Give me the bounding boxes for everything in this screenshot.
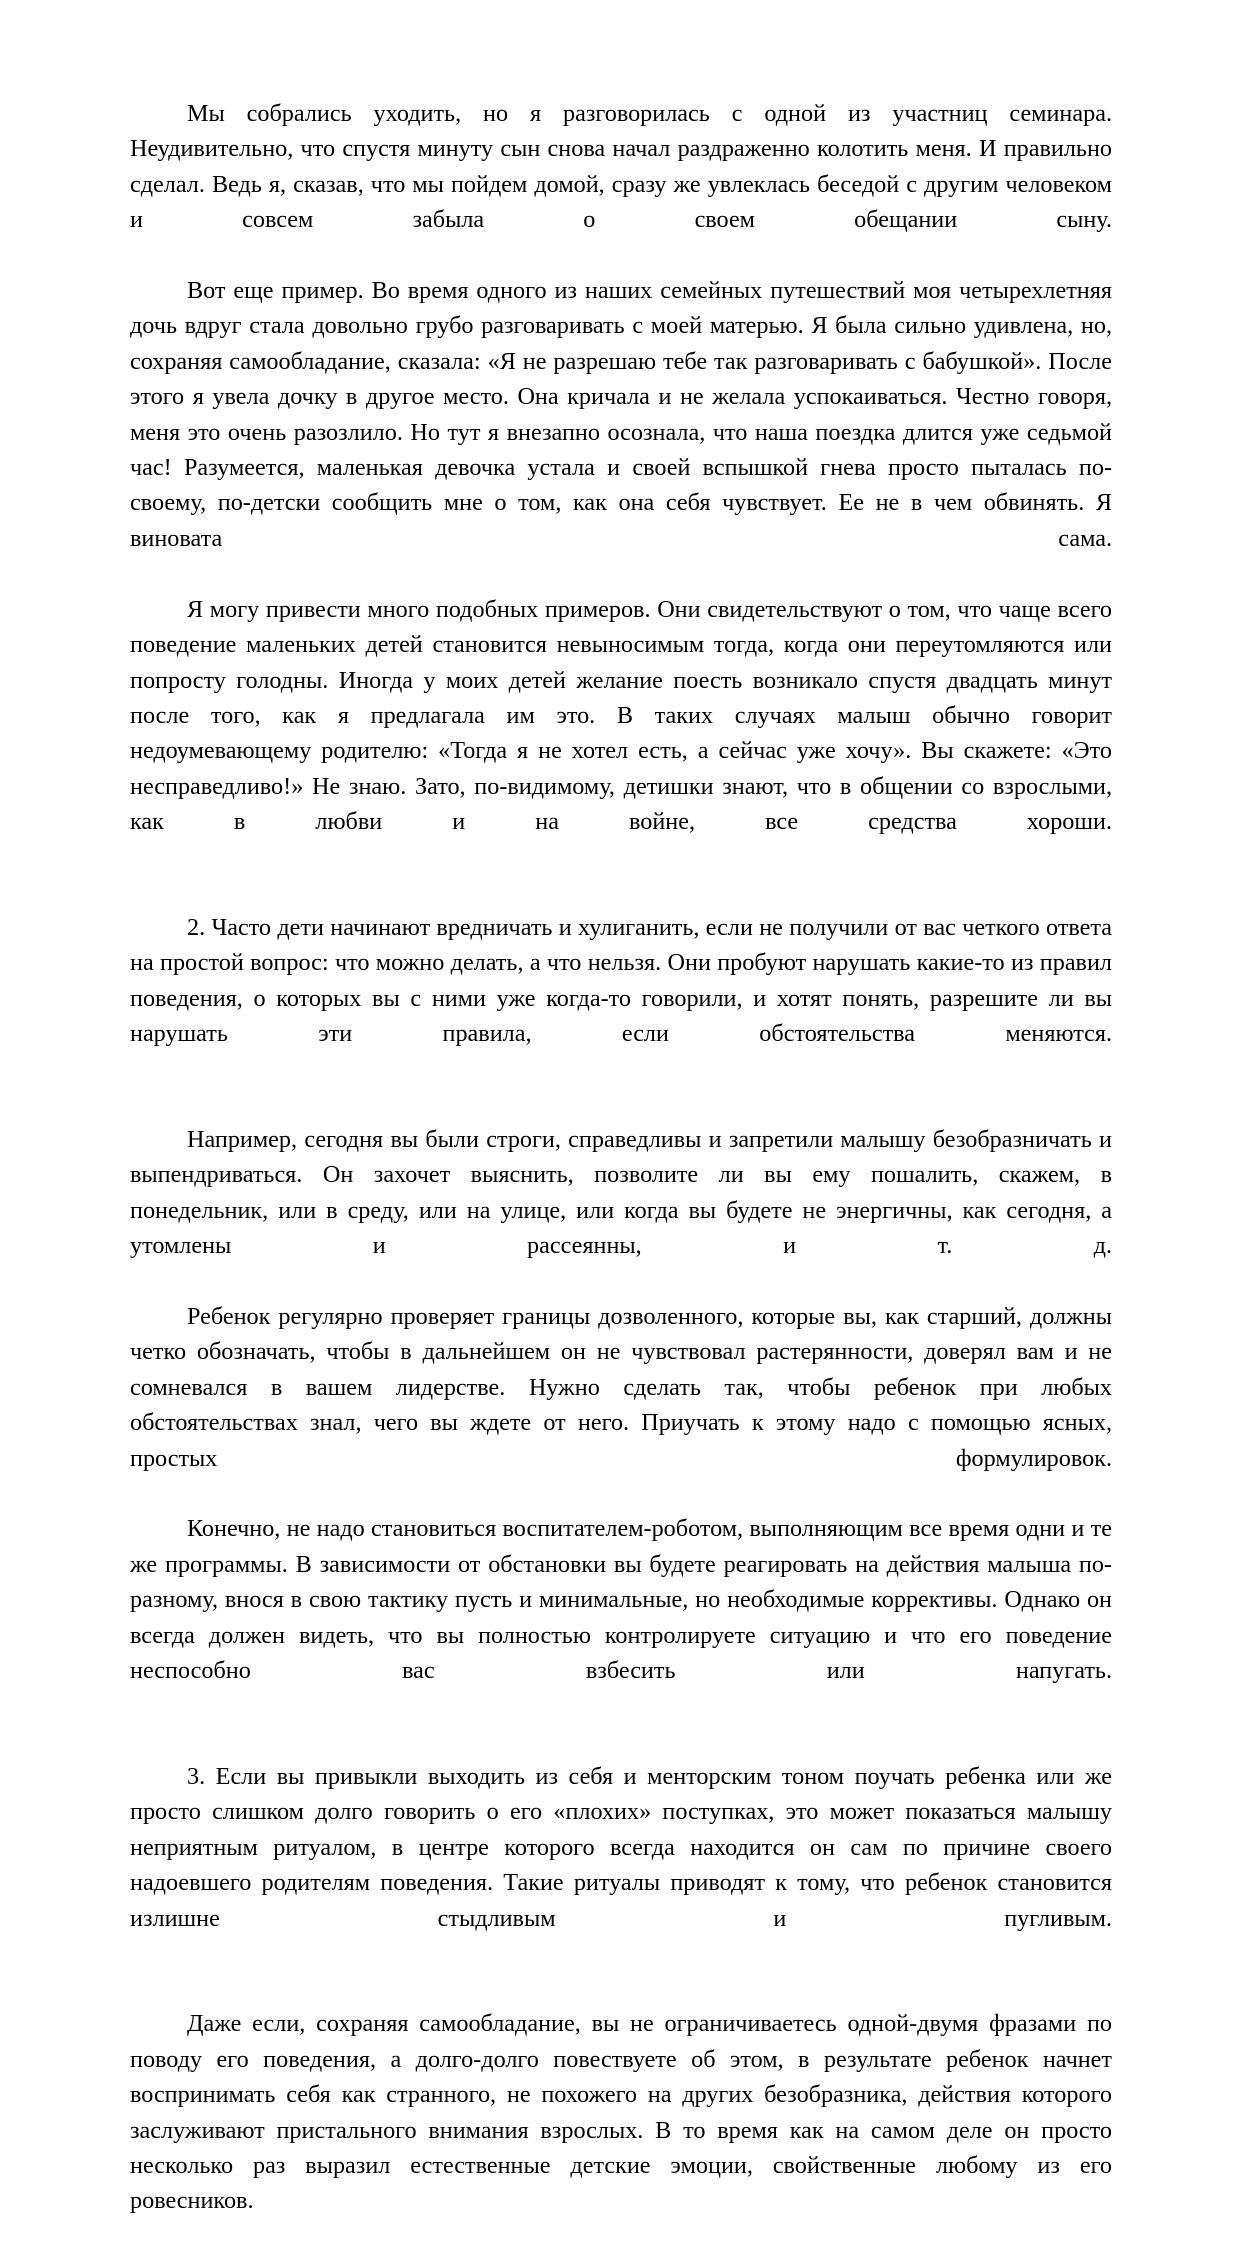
paragraph: Я могу привести много подобных примеров. Они свидетельствуют о том, что чаще всего поведение маленьких детей становится невыносимым тогда, когда они переутомляются или попросту голодны. Иногда у моих детей желание поесть возникало спустя двадцать минут после того, как я предлагала им это. В таких случаях малыш обычно говорит недоумевающему родителю: «Тогда я не хотел есть, а сейчас уже хочу». Вы скажете: «Это несправедливо!» Не знаю. Зато, по-видимому, детишки знают, что в общении со взрослыми, как в любви и на войне, все средства хороши. [130, 595, 1112, 836]
paragraph: Мы собрались уходить, но я разговорилась с одной из участниц семинара. Неудивительно, что спустя минуту сын снова начал раздраженно колотить меня. И правильно сделал. Ведь я, сказав, что мы пойдем домой, сразу же увлеклась беседой с другим человеком и совсем забыла о своем обещании сыну. [130, 100, 1112, 234]
numbered-paragraph-3: 3. Если вы привыкли выходить из себя и менторским тоном поучать ребенка или же просто слишком долго говорить о его «плохих» поступках, это может показаться малышу неприятным ритуалом, в центре которого всегда находится он сам по причине своего надоевшего родителям поведения. Такие ритуалы приводят к тому, что ребенок становится излишне стыдливым и пугливым. [130, 1762, 1112, 1932]
numbered-paragraph-2: 2. Часто дети начинают вредничать и хулиганить, если не получили от вас четкого ответа на простой вопрос: что можно делать, а что нельзя. Они пробуют нарушать какие-то из правил поведения, о которых вы с ними уже когда-то говорили, и хотят понять, разрешите ли вы нарушать эти правила, если обстоятельства меняются. [130, 913, 1112, 1048]
paragraph: Вот еще пример. Во время одного из наших семейных путешествий моя четырехлетняя дочь вдруг стала довольно грубо разговаривать с моей матерью. Я была сильно удивлена, но, сохраняя самообладание, сказала: «Я не разрешаю тебе так разговаривать с бабушкой». После этого я увела дочку в другое место. Она кричала и не желала успокаиваться. Честно говоря, меня это очень разозлило. Но тут я внезапно осознала, что наша поездка длится уже седьмой час! Разумеется, маленькая девочка устала и своей вспышкой гнева просто пыталась по-своему, по-детски сообщить мне о том, как она себя чувствует. Ее не в чем обвинять. Я виновата сама. [130, 277, 1112, 552]
paragraph: Даже если, сохраняя самообладание, вы не ограничиваетесь одной-двумя фразами по поводу его поведения, а долго-долго повествуете об этом, в результате ребенок начнет воспринимать себя как странного, не похожего на других безобразника, действия которого заслуживают пристального внимания взрослых. В то время как на самом деле он просто несколько раз выразил естественные детские эмоции, свойственные любому из его ровесников. [130, 2010, 1112, 2215]
paragraph: Ребенок регулярно проверяет границы дозволенного, которые вы, как старший, должны четко обозначать, чтобы в дальнейшем он не чувствовал растерянности, доверял вам и не сомневался в вашем лидерстве. Нужно сделать так, чтобы ребенок при любых обстоятельствах знал, чего вы ждете от него. Приучать к этому надо с помощью ясных, простых формулировок. [130, 1303, 1112, 1472]
paragraph: Конечно, не надо становиться воспитателем-роботом, выполняющим все время одни и те же программы. В зависимости от обстановки вы будете реагировать на действия малыша по-разному, внося в свою тактику пусть и минимальные, но необходимые коррективы. Однако он всегда должен видеть, что вы полностью контролируете ситуацию и что его поведение неспособно вас взбесить или напугать. [130, 1515, 1112, 1685]
paragraph: Например, сегодня вы были строги, справедливы и запретили малышу безобразничать и выпендриваться. Он захочет выяснить, позволите ли вы ему пошалить, скажем, в понедельник, или в среду, или на улице, или когда вы будете не энергичны, как сегодня, а утомлены и рассеянны, и т. д. [130, 1125, 1112, 1260]
body-text-column [130, 96, 1112, 2254]
